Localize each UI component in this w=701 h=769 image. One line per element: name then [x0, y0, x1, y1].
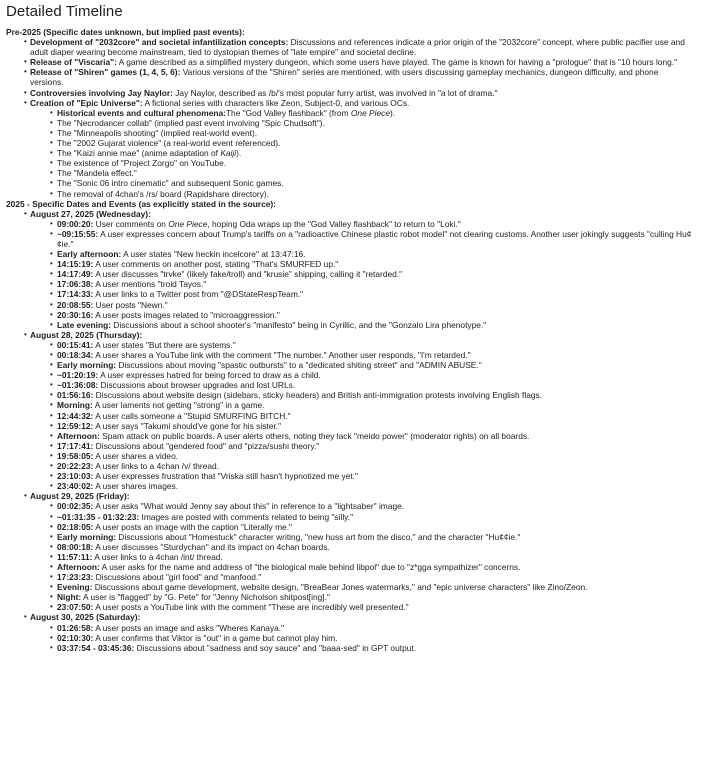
item-text: A user links to a Twitter post from "@DStateRespTeam." [93, 289, 304, 300]
item-text: A user posts a YouTube link with the comment "These are incredibly well presented." [93, 602, 409, 613]
item-text: Discussions and references indicate a prior origin of the "2032core" concept, where public pacifier use and adult diaper wearing become mainstream, tied to dystopian themes of "late empire" and societal decline. [30, 37, 685, 58]
bullet-icon: • [50, 602, 53, 612]
timeline-item [0, 37, 701, 57]
item-label: 20:30:16: [57, 309, 94, 320]
timeline-item [0, 390, 701, 400]
timeline-item [0, 512, 701, 522]
item-label: 01:56:16: [57, 390, 94, 401]
bullet-icon: • [50, 360, 53, 370]
item-text: A user asks "What would Jenny say about this" in reference to a "lightsaber" image. [93, 501, 405, 512]
item-text: A user expresses hatred for being forced to draw as a child. [98, 370, 321, 381]
bullet-icon: • [24, 67, 27, 77]
bullet-icon: • [50, 632, 53, 642]
item-text: A fictional series with characters like Zeon, Subject-0, and various OCs. [142, 97, 410, 108]
item-label: 12:59:12: [57, 420, 94, 431]
timeline-item [0, 602, 701, 612]
bullet-icon: • [50, 148, 53, 158]
item-text: Spam attack on public boards. A user alerts others, noting they lack "meido power" (moderator rights) on all boards. [99, 430, 530, 441]
item-label: Creation of "Epic Universe": [30, 97, 143, 108]
timeline-item [0, 88, 701, 98]
item-label: ~01:36:08: [57, 380, 99, 391]
item-text: A user expresses frustration that "Vriska still hasn't hypnotized me yet." [93, 471, 358, 482]
bullet-icon: • [24, 97, 27, 107]
bullet-icon: • [50, 400, 53, 410]
item-text: The "Necrodancer collab" (implied past event involving "Spic Chudsoft"). [57, 117, 325, 128]
timeline-item [0, 168, 701, 178]
bullet-icon: • [50, 541, 53, 551]
item-text: A user asks for the name and address of "the biological male behind libpol" due to "z*gga sympathizer" concerns. [99, 561, 521, 572]
item-text: The "Sonic 06 intro cinematic" and subsequent Sonic games. [57, 178, 284, 189]
timeline-item [0, 330, 701, 340]
item-label: 01:26:58: [57, 622, 94, 633]
bullet-icon: • [24, 208, 27, 218]
bullet-icon: • [24, 612, 27, 622]
item-text: The "God Valley flashback" (from [225, 107, 351, 118]
bullet-icon: • [50, 350, 53, 359]
timeline-item [0, 128, 701, 138]
timeline-item [0, 441, 701, 451]
item-text-continued: , hoping Oda wraps up the "God Valley flashback" to return to "Loki." [207, 218, 461, 229]
item-text: A user comments on another post, stating "That's SMURFED up." [93, 259, 339, 270]
bullet-icon: • [50, 188, 53, 198]
timeline-item [0, 350, 701, 360]
item-label: 14:15:19: [57, 259, 94, 270]
timeline-item [0, 582, 701, 592]
timeline-item [0, 320, 701, 330]
bullet-icon: • [50, 168, 53, 178]
item-label: 09:00:20: [57, 218, 94, 229]
bullet-icon: • [50, 370, 53, 380]
timeline-item [0, 138, 701, 148]
bullet-icon: • [50, 279, 53, 289]
item-label: 02:10:30: [57, 632, 94, 643]
item-text: Discussions about game development, website design, "BreaBear Jones watermarks," and "epic universe characters" like Zino/Zeon. [92, 582, 588, 593]
timeline-item [0, 542, 701, 552]
item-label: Release of "Viscaria": [30, 57, 117, 68]
timeline-item [0, 643, 701, 653]
item-text: Discussions about website design (sidebars, sticky headers) and British anti-immigration protests involving English flags. [93, 390, 543, 401]
timeline-item [0, 522, 701, 532]
timeline-item [0, 310, 701, 320]
bullet-icon: • [50, 289, 53, 299]
bullet-icon: • [50, 642, 53, 652]
item-label: 17:23:23: [57, 572, 94, 583]
timeline-item [0, 592, 701, 602]
timeline-item [0, 178, 701, 188]
timeline-item [0, 340, 701, 350]
section-heading [0, 27, 701, 37]
item-text: A user shares a video. [93, 450, 179, 461]
timeline-item [0, 501, 701, 511]
item-text: User comments on [93, 218, 169, 229]
timeline-item [0, 411, 701, 421]
bullet-icon: • [50, 339, 53, 349]
item-label: Night: [57, 592, 82, 603]
item-label: 03:37:54 - 03:45:36: [57, 642, 135, 653]
timeline-item [0, 229, 701, 249]
timeline-item [0, 421, 701, 431]
item-label: Release of "Shiren" games (1, 4, 5, 6): [30, 67, 181, 78]
item-text: The "Kaizi annie mae" (anime adaptation of [57, 148, 221, 159]
item-text-continued: ). [390, 107, 396, 118]
item-label: Early morning: [57, 360, 117, 371]
bullet-icon: • [50, 319, 53, 329]
bullet-icon: • [24, 37, 27, 47]
item-text: A user discusses "Sturdychan" and its impact on 4chan boards. [93, 541, 330, 552]
item-text: Jay Naylor, described as /b/'s most popular furry artist, was involved in "a lot of drama." [172, 87, 498, 98]
item-label: Controversies involving Jay Naylor: [30, 87, 173, 98]
bullet-icon: • [50, 218, 53, 228]
timeline-item [0, 279, 701, 289]
item-label: 02:18:05: [57, 521, 94, 532]
bullet-icon: • [50, 440, 53, 450]
bullet-icon: • [24, 329, 27, 339]
item-label: ~01:20:19: [57, 370, 99, 381]
item-label: 19:58:05: [57, 450, 94, 461]
item-text: A user shares images. [93, 481, 179, 492]
item-label: Morning: [57, 400, 93, 411]
item-text: A user confirms that Viktor is "out" in a game but cannot play him. [93, 632, 338, 643]
timeline-item [0, 300, 701, 310]
item-text: Discussions about "gendered food" and "pizza/sushi theory." [93, 440, 320, 451]
item-label: 12:44:32: [57, 410, 94, 421]
timeline-item [0, 572, 701, 582]
bullet-icon: • [24, 491, 27, 501]
item-label: Historical events and cultural phenomena: [57, 107, 226, 118]
bullet-icon: • [50, 259, 53, 269]
timeline-item [0, 360, 701, 370]
bullet-icon: • [50, 450, 53, 460]
timeline-item [0, 633, 701, 643]
timeline-item [0, 461, 701, 471]
item-text: A user links to a 4chan /int/ thread. [92, 551, 223, 562]
timeline-list [0, 27, 701, 653]
item-title-italic: Kaiji [220, 148, 237, 159]
item-label: 23:40:02: [57, 481, 94, 492]
item-label: 23:10:03: [57, 471, 94, 482]
item-text: Discussions about browser upgrades and lost URLs. [98, 380, 296, 391]
item-text: A user states "But there are systems." [93, 339, 236, 350]
bullet-icon: • [50, 582, 53, 592]
timeline-item [0, 189, 701, 199]
bullet-icon: • [50, 430, 53, 440]
item-label: Pre-2025 (Specific dates unknown, but implied past events): [6, 27, 245, 37]
bullet-icon: • [50, 127, 53, 137]
item-label: 11:57:11: [57, 551, 93, 562]
item-label: 23:07:50: [57, 602, 94, 613]
bullet-icon: • [50, 158, 53, 168]
item-label: Development of "2032core" and societal infantilization concepts: [30, 37, 289, 48]
bullet-icon: • [50, 461, 53, 471]
timeline-item [0, 532, 701, 542]
item-label: 17:17:41: [57, 440, 94, 451]
item-label: 20:22:23: [57, 461, 94, 472]
item-text: A user calls someone a "Stupid SMURFING BITCH." [93, 410, 291, 421]
item-text: A user mentions "troid Tayos." [93, 279, 207, 290]
bullet-icon: • [50, 390, 53, 400]
bullet-icon: • [50, 309, 53, 319]
item-text-continued: ). [236, 148, 242, 159]
bullet-icon: • [50, 410, 53, 420]
timeline-item [0, 400, 701, 410]
timeline-item [0, 623, 701, 633]
bullet-icon: • [50, 178, 53, 188]
item-label: 20:08:55: [57, 299, 94, 310]
bullet-icon: • [50, 117, 53, 127]
item-label: Early morning: [57, 531, 117, 542]
item-label: 17:06:38: [57, 279, 94, 290]
timeline-item [0, 451, 701, 461]
bullet-icon: • [50, 551, 53, 561]
item-text: A user posts an image with the caption "Literally me." [93, 521, 292, 532]
bullet-icon: • [50, 228, 53, 238]
bullet-icon: • [24, 87, 27, 97]
bullet-icon: • [50, 380, 53, 390]
timeline-item [0, 209, 701, 219]
item-text: The existence of "Project Zorgo" on YouTube. [57, 158, 227, 169]
bullet-icon: • [50, 138, 53, 148]
item-label: 00:02:35: [57, 501, 94, 512]
item-text: Discussions about "Homestuck" character writing, "new huss art from the disco," and the character "Hu¢¢ie." [116, 531, 521, 542]
bullet-icon: • [50, 501, 53, 511]
item-text: A game described as a simplified mystery dungeon, which some users have played. The game is known for having a "prologue" that is "10 hours long." [116, 57, 678, 68]
timeline-item [0, 471, 701, 481]
page-title: Detailed Timeline [6, 3, 123, 20]
item-text: A user states "New heckin incelcore" at 13:47:16. [121, 249, 306, 260]
timeline-item [0, 118, 701, 128]
timeline-item [0, 431, 701, 441]
item-label: 00:15:41: [57, 339, 94, 350]
item-text: A user discusses "trvke" (likely fake/troll) and "krusie" shipping, calling it "retarded." [93, 269, 403, 280]
item-title-italic: One Piece [168, 218, 208, 229]
timeline-item [0, 219, 701, 229]
item-text: Various versions of the "Shiren" series are mentioned, with users discussing gameplay mechanics, dungeon difficulty, and phone versions. [30, 67, 659, 88]
item-label: ~09:15:55: [57, 228, 99, 239]
item-label: 00:18:34: [57, 350, 94, 360]
item-text: Discussions about "sadness and soy sauce" and "baaa-sed" in GPT output. [134, 642, 417, 653]
item-label: August 27, 2025 (Wednesday): [30, 208, 151, 219]
timeline-item [0, 380, 701, 390]
timeline-item [0, 67, 701, 87]
item-text: The "2002 Gujarat violence" (a real-world event referenced). [57, 138, 281, 149]
item-label: ~01:31:35 - 01:32:23: [57, 511, 140, 522]
bullet-icon: • [50, 471, 53, 481]
timeline-item [0, 481, 701, 491]
item-label: August 30, 2025 (Saturday): [30, 612, 141, 623]
item-label: Late evening: [57, 319, 111, 330]
bullet-icon: • [50, 511, 53, 521]
section-heading [0, 199, 701, 209]
item-label: 2025 - Specific Dates and Events (as explicitly stated in the source): [6, 198, 276, 209]
timeline-item [0, 552, 701, 562]
item-title-italic: One Piece [350, 107, 390, 118]
item-label: 17:14:33: [57, 289, 94, 300]
item-text: A user expresses concern about Trump's tariffs on a "radioactive Chinese plastic robot model" not clearing customs. Another user jokingly suggests "culling Hu¢¢ie." [57, 228, 692, 249]
item-text: Images are posted with comments related to being "silly." [139, 511, 354, 522]
bullet-icon: • [24, 57, 27, 67]
item-text: The "Minneapolis shooting" (implied real-world event). [57, 127, 258, 138]
timeline-item [0, 491, 701, 501]
item-label: Afternoon: [57, 561, 100, 572]
bullet-icon: • [50, 269, 53, 279]
timeline-item [0, 98, 701, 108]
bullet-icon: • [50, 420, 53, 430]
item-text: Discussions about "girl food" and "manfood." [93, 572, 262, 583]
item-text: The "Mandela effect." [57, 168, 137, 179]
item-text: Discussions about a school shooter's "manifesto" being in Cyrillic, and the "Gonzalo Lira phenotype." [110, 319, 487, 330]
bullet-icon: • [50, 561, 53, 571]
item-text: A user says "Takumi should've gone for his sister." [93, 420, 282, 431]
item-text: A user posts images related to "microaggression." [93, 309, 280, 320]
timeline-item [0, 259, 701, 269]
item-text: The removal of 4chan's /rs/ board (Rapidshare directory). [57, 188, 269, 199]
item-text: User posts "Newn." [93, 299, 168, 310]
timeline-item [0, 108, 701, 118]
item-text: Discussions about moving "spastic outbursts" to a "dedicated shiting street" and "ADMIN ABUSE." [116, 360, 482, 371]
item-text: A user shares a YouTube link with the comment "The number." Another user responds, "I'm retarded." [93, 350, 471, 360]
item-label: Evening: [57, 582, 93, 593]
timeline-item [0, 148, 701, 158]
bullet-icon: • [50, 249, 53, 259]
item-text: A user laments not getting "strong" in a game. [92, 400, 265, 411]
timeline-item [0, 158, 701, 168]
bullet-icon: • [50, 107, 53, 117]
item-label: 08:00:18: [57, 541, 94, 552]
bullet-icon: • [50, 572, 53, 582]
timeline-item [0, 289, 701, 299]
item-text: A user links to a 4chan /v/ thread. [93, 461, 220, 472]
bullet-icon: • [50, 622, 53, 632]
timeline-item [0, 57, 701, 67]
timeline-item [0, 612, 701, 622]
item-label: Early afternoon: [57, 249, 122, 260]
bullet-icon: • [50, 531, 53, 541]
item-label: August 28, 2025 (Thursday): [30, 329, 143, 340]
item-label: Afternoon: [57, 430, 100, 441]
item-text: A user is "flagged" by "G. Pete" for "Jenny Nicholson shitpost[ing]." [81, 592, 330, 603]
item-text: A user posts an image and asks "Wheres Kanaya." [93, 622, 285, 633]
timeline-item [0, 249, 701, 259]
bullet-icon: • [50, 299, 53, 309]
item-label: August 29, 2025 (Friday): [30, 491, 130, 502]
bullet-icon: • [50, 481, 53, 491]
timeline-item [0, 562, 701, 572]
bullet-icon: • [50, 521, 53, 531]
item-label: 14:17:49: [57, 269, 94, 280]
timeline-item [0, 370, 701, 380]
bullet-icon: • [50, 592, 53, 602]
timeline-item [0, 269, 701, 279]
